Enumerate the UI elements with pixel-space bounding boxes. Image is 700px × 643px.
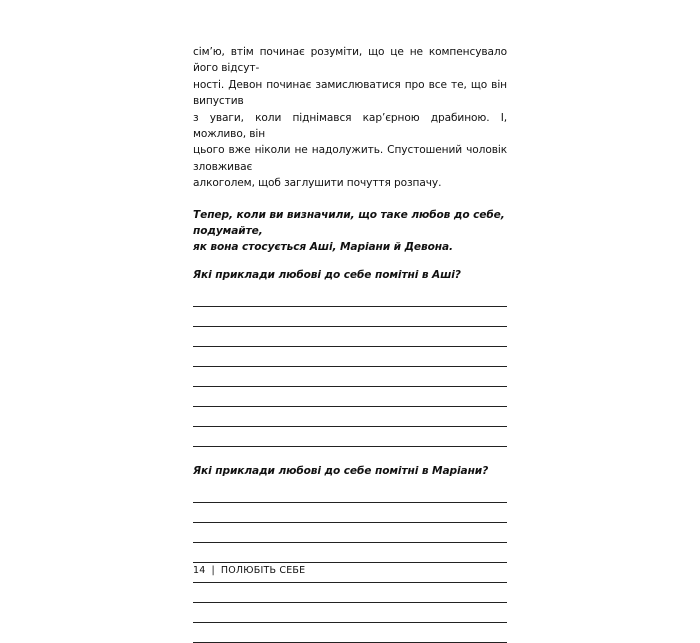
body-paragraph	[193, 44, 507, 192]
answer-lines-ashi	[193, 290, 507, 447]
question-ashi: Які приклади любові до себе помітні в Аші?	[193, 268, 461, 281]
answer-line	[193, 407, 507, 427]
running-title: ПОЛЮБІТЬ СЕБЕ	[220, 565, 306, 576]
prompt-line: Тепер, коли ви визначили, що таке любов до себе, подумайте,	[193, 208, 505, 238]
page-content	[193, 44, 507, 643]
footer-separator: |	[211, 565, 215, 576]
body-line: цього вже ніколи не надолужить. Спустошений чоловік зловживає	[193, 144, 507, 173]
body-line: сім’ю, втім починає розуміти, що це не компенсувало його відсут-	[193, 46, 507, 75]
answer-line	[193, 387, 507, 407]
answer-line	[193, 543, 507, 563]
body-line: ності. Девон починає замислюватися про все те, що він випустив	[193, 78, 507, 108]
exercise-prompt	[193, 207, 507, 256]
body-line: з уваги, коли піднімався кар’єрною драбиною. І, можливо, він	[193, 111, 507, 141]
answer-line	[193, 347, 507, 367]
answer-line	[193, 307, 507, 327]
body-line: алкоголем, щоб заглушити почуття розпачу.	[193, 177, 442, 190]
answer-line	[193, 290, 507, 307]
answer-line	[193, 486, 507, 503]
question-mariana: Які приклади любові до себе помітні в Маріани?	[193, 464, 489, 477]
answer-line	[193, 503, 507, 523]
page-footer	[193, 565, 305, 576]
answer-line	[193, 427, 507, 447]
prompt-line: як вона стосується Аші, Маріани й Девона.	[193, 241, 453, 254]
answer-line	[193, 603, 507, 623]
page-number: 14	[193, 565, 206, 576]
answer-line	[193, 367, 507, 387]
answer-line	[193, 523, 507, 543]
answer-line	[193, 327, 507, 347]
answer-line	[193, 623, 507, 643]
